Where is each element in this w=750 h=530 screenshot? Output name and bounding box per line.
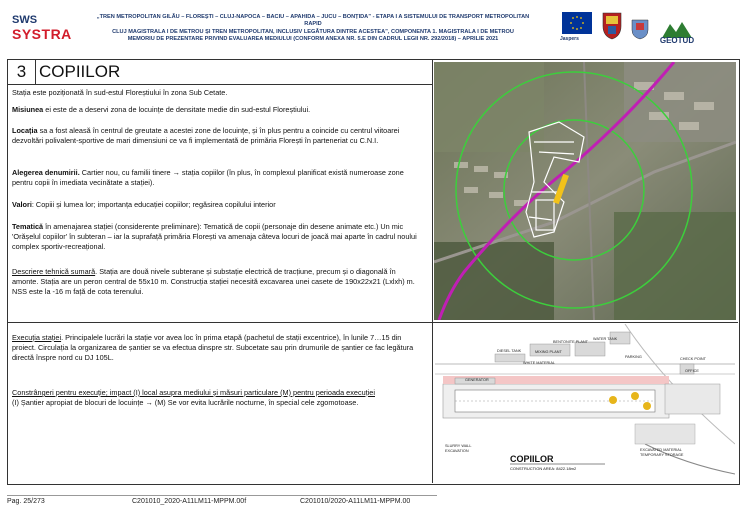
sws-systra-logo	[12, 14, 74, 46]
header-line-3: MEMORIU DE PREZENTARE PRIVIND EVALUAREA MEDIULUI (CONFORM ANEXA NR. 5.E DIN CADRUL LEGII NR. 292/2018) – APRILIE 2021	[127, 36, 499, 43]
title-divider	[36, 84, 432, 85]
aerial-site-map	[434, 62, 736, 320]
site-organization-plan	[435, 324, 735, 481]
label-theme: Tematică	[12, 222, 44, 231]
paragraph-execution	[12, 333, 424, 364]
label-white-material: WHITE MATERIAL	[523, 361, 555, 365]
geotud-logo	[656, 16, 698, 44]
text-mission: ei este de a deservi zona de locuințe de densitate medie din sud-estul Floreștiului.	[43, 105, 311, 114]
label-diesel-tank: DIESEL TANK	[497, 349, 522, 353]
label-generator: GENERATOR	[465, 378, 489, 382]
label-technical: Descriere tehnică sumară	[12, 267, 96, 276]
label-constraints: Constrângeri pentru execuție; impact (I) local asupra mediului și măsuri particulare (M) pentru perioada execuției	[12, 388, 375, 397]
header-line-1: „TREN METROPOLITAN GILĂU – FLOREȘTI – CLUJ-NAPOCA – BACIU – APAHIDA – JUCU – BONȚIDA” - ETAPA I A SISTEMULUI DE TRANSPORT METROPOLITAN RAPID	[96, 14, 530, 28]
header-line-2: CLUJ MAGISTRALA I DE METROU ȘI TREN METROPOLITAN, INCLUSIV LEGĂTURA DINTRE ACESTEA”, COMPONENTA 1. MAGISTRALA I DE METROU	[112, 28, 514, 35]
text-values: : Copiii și lumea lor; importanța educației copiilor; regăsirea copilului interior	[31, 200, 276, 209]
page-number: Pag. 25/273	[7, 498, 45, 505]
geotud-text: GEOTUD	[659, 36, 695, 44]
label-slurry-wall: SLURRY WALL	[445, 444, 472, 448]
footer-divider	[7, 495, 437, 496]
label-water-tank: WATER TANK	[593, 337, 618, 341]
column-divider-lower	[432, 322, 433, 483]
label-excavated-material: EXCAVATED MATERIAL	[640, 448, 682, 452]
text-theme: în amenajarea stației (considerente preliminare): Tematică de copii (personaje din desene animate etc.) Un mic 'Orășelul copiilor' în subteran – iar la suprafață primăria Florești va amenaja câteva locuri de joacă mai aparte în cadrul noului complex sportiv-recreațional.	[12, 222, 417, 252]
section-title: COPIILOR	[39, 62, 121, 81]
paragraph-theme	[12, 222, 424, 253]
document-code-left: C201010_2020-A11LM11-MPPM.00f	[132, 498, 247, 505]
label-execution: Execuția stației	[12, 333, 62, 342]
text-naming: Cartier nou, cu familii tinere → stația copiilor (în plus, în complexul planificat există numeroase zone pentru copii în imediata vecinătate a stației).	[12, 168, 404, 188]
paragraph-mission	[12, 105, 424, 115]
label-location: Locația	[12, 126, 38, 135]
city-crest-icon	[630, 18, 650, 40]
diagram-station-name: COPIILOR	[510, 454, 554, 464]
paragraph-constraints	[12, 388, 424, 408]
label-temporary-storage: TEMPORARY STORAGE	[640, 453, 684, 457]
paragraph-position: Stația este poziționată în sud-estul Floreștiului în zona Sub Cetate.	[12, 88, 228, 97]
label-bentonite-plant: BENTONITE PLANT	[553, 340, 588, 344]
label-mission: Misiunea	[12, 105, 44, 114]
diagram-construction-area: CONSTRUCTION AREA: 8422.18m2	[510, 466, 577, 471]
document-header	[88, 14, 538, 44]
label-mixing-plant: MIXING PLANT	[535, 350, 562, 354]
label-values: Valori	[12, 200, 32, 209]
paragraph-technical	[12, 267, 424, 298]
text-constraints: (I) Șantier apropiat de blocuri de locuințe → (M) Se vor evita lucrările nocturne, în special cele zgomotoase.	[12, 398, 359, 408]
text-location: sa a fost aleasă în centrul de greutate a acestei zone de locuințe, și în plus pentru a coincide cu centrul viitoarei dezvoltări polivalent-sportive de mari dimensiuni ce va fi implementată de primăria Florești în parteneriat cu C.N.I.	[12, 126, 400, 146]
paragraph-location	[12, 126, 424, 146]
text-execution: . Principalele lucrări la stație vor avea loc în prima etapă (pachetul de stații excentrice), în lunile 7…15 din proiect. Circulația la organizarea de șantier se va efectua dinspre str. Subcetate sau prin drumurile de șantier ce fac legătura directă înspre nord cu DJ 105L.	[12, 333, 414, 363]
document-code-right: C201010/2020-A11LM11-MPPM.00	[300, 498, 411, 505]
label-office: OFFICE	[685, 369, 699, 373]
logo-sws-text: SWS	[12, 14, 38, 26]
label-excavation: EXCAVATION	[445, 449, 469, 453]
text-technical: . Stația are două nivele subterane și substație electrică de tracțiune, precum și o diagonală în amonte. Stația are un peron central de 55x10 m. Construcția stației necesită excavarea unei casete de 190x22x21 (Lxlxh) m. NSS este la -16 m față de cota terenului.	[12, 267, 415, 297]
label-parking: PARKING	[625, 355, 642, 359]
paragraph-naming	[12, 168, 424, 188]
logo-systra-text: SYSTRA	[12, 26, 72, 42]
paragraph-values	[12, 200, 424, 210]
jaspers-logo: Jaspers	[560, 36, 579, 42]
eu-flag-logo	[562, 12, 592, 34]
section-number: 3	[8, 60, 36, 85]
row-divider	[7, 322, 738, 323]
label-naming: Alegerea denumirii.	[12, 168, 80, 177]
label-check-point: CHECK POINT	[680, 357, 706, 361]
county-crest-icon	[600, 10, 624, 40]
column-divider	[432, 59, 433, 322]
